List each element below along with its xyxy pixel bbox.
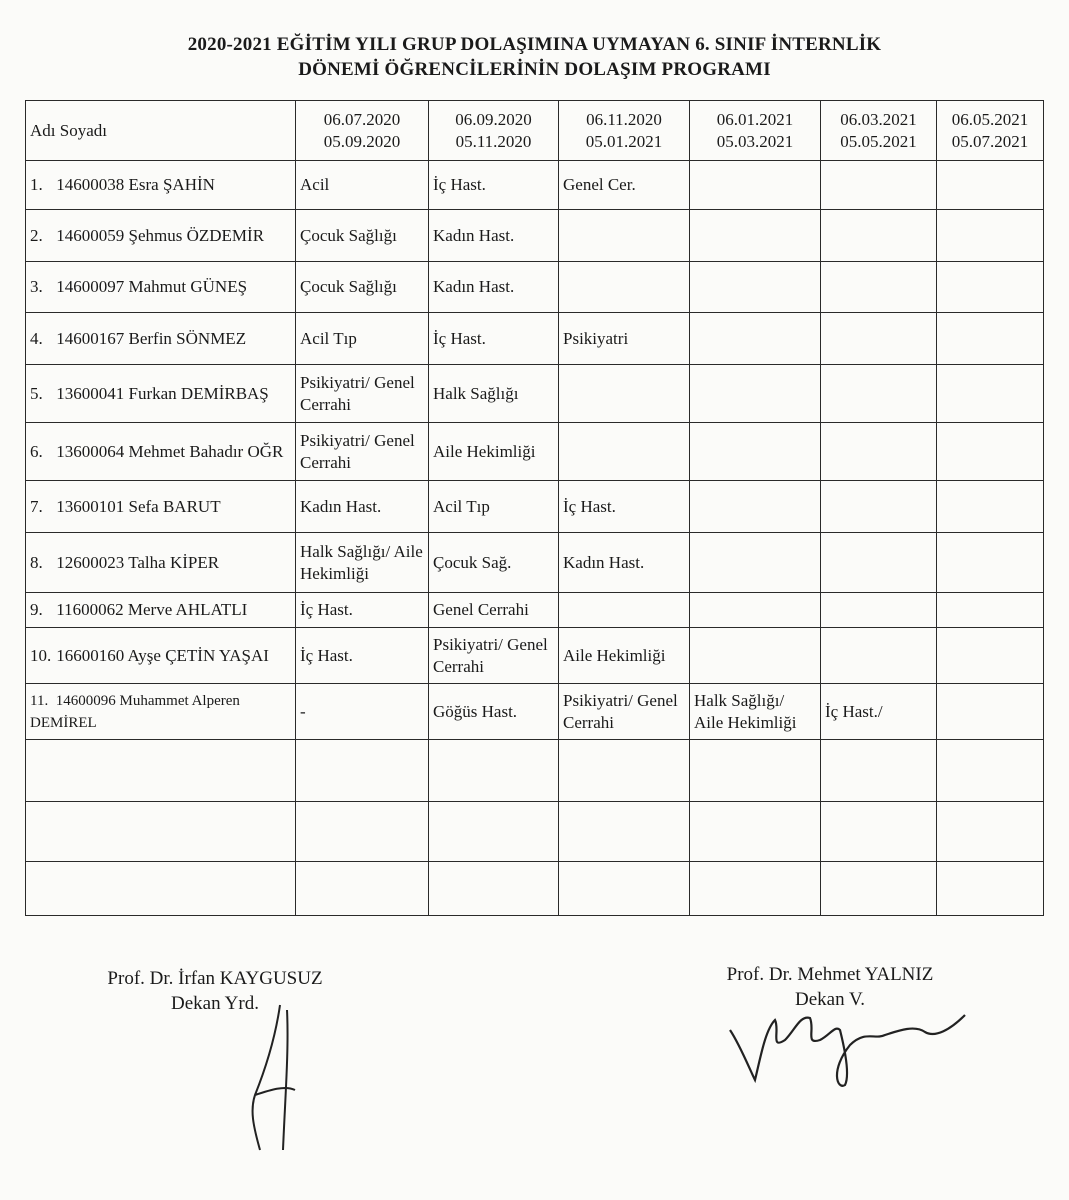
title-line-1: 2020-2021 EĞİTİM YILI GRUP DOLAŞIMINA UYMAYAN 6. SINIF İNTERNLİK bbox=[187, 34, 882, 55]
empty-cell bbox=[296, 802, 429, 862]
rotation-cell bbox=[821, 210, 937, 262]
rotation-cell: İç Hast. bbox=[429, 313, 559, 365]
rotation-cell bbox=[821, 423, 937, 481]
empty-cell bbox=[937, 862, 1044, 916]
signer-role: Dekan Yrd. bbox=[171, 993, 259, 1014]
rotation-cell bbox=[821, 481, 937, 533]
period-header: 06.05.2021 05.07.2021 bbox=[937, 101, 1044, 161]
rotation-cell: Aile Hekimliği bbox=[429, 423, 559, 481]
rotation-cell bbox=[937, 313, 1044, 365]
rotation-cell: Halk Sağlığı bbox=[429, 365, 559, 423]
row-number: 8. bbox=[30, 552, 43, 572]
rotation-cell: Kadın Hast. bbox=[296, 481, 429, 533]
document-title bbox=[0, 32, 1069, 82]
rotation-cell: Acil bbox=[296, 161, 429, 210]
rotation-cell bbox=[690, 533, 821, 593]
signer-name: Prof. Dr. Mehmet YALNIZ bbox=[726, 964, 934, 985]
rotation-cell: - bbox=[296, 684, 429, 740]
rotation-cell bbox=[821, 593, 937, 628]
row-number: 1. bbox=[30, 175, 43, 194]
rotation-cell bbox=[690, 628, 821, 684]
rotation-cell bbox=[559, 423, 690, 481]
student-name: 13600064 Mehmet Bahadır OĞR bbox=[56, 441, 284, 461]
rotation-cell bbox=[821, 161, 937, 210]
table-row bbox=[26, 313, 1044, 365]
student-name: 14600038 Esra ŞAHİN bbox=[56, 175, 215, 194]
rotation-cell: Kadın Hast. bbox=[429, 210, 559, 262]
signer-name: Prof. Dr. İrfan KAYGUSUZ bbox=[107, 968, 323, 989]
rotation-cell bbox=[690, 423, 821, 481]
student-cell bbox=[26, 533, 296, 593]
table-row bbox=[26, 684, 1044, 740]
rotation-cell: Psikiyatri/ Genel Cerrahi bbox=[429, 628, 559, 684]
rotation-cell bbox=[559, 593, 690, 628]
rotation-cell bbox=[821, 262, 937, 313]
rotation-cell: Acil Tıp bbox=[429, 481, 559, 533]
student-name: 14600097 Mahmut GÜNEŞ bbox=[56, 277, 248, 296]
empty-cell bbox=[26, 802, 296, 862]
rotation-cell: İç Hast. bbox=[559, 481, 690, 533]
empty-cell bbox=[429, 862, 559, 916]
rotation-cell: Genel Cer. bbox=[559, 161, 690, 210]
empty-cell bbox=[690, 862, 821, 916]
row-number: 9. bbox=[30, 600, 43, 619]
rotation-cell bbox=[690, 262, 821, 313]
empty-cell bbox=[937, 740, 1044, 802]
rotation-cell bbox=[937, 684, 1044, 740]
rotation-cell: İç Hast. bbox=[429, 161, 559, 210]
rotation-cell bbox=[559, 365, 690, 423]
name-column-header: Adı Soyadı bbox=[26, 101, 296, 161]
rotation-cell: Psikiyatri bbox=[559, 313, 690, 365]
rotation-cell bbox=[937, 533, 1044, 593]
student-cell bbox=[26, 593, 296, 628]
empty-row bbox=[26, 740, 1044, 802]
empty-cell bbox=[559, 740, 690, 802]
row-number: 10. bbox=[30, 645, 52, 665]
rotation-cell bbox=[937, 423, 1044, 481]
rotation-cell: Çocuk Sağlığı bbox=[296, 262, 429, 313]
rotation-cell: Halk Sağlığı/ Aile Hekimliği bbox=[296, 533, 429, 593]
empty-cell bbox=[26, 862, 296, 916]
period-header: 06.01.2021 05.03.2021 bbox=[690, 101, 821, 161]
rotation-cell bbox=[821, 628, 937, 684]
period-header: 06.09.2020 05.11.2020 bbox=[429, 101, 559, 161]
rotation-cell: Çocuk Sağlığı bbox=[296, 210, 429, 262]
row-number: 6. bbox=[30, 441, 43, 461]
table-row bbox=[26, 481, 1044, 533]
handwritten-signature-left bbox=[225, 1000, 315, 1160]
empty-cell bbox=[296, 862, 429, 916]
empty-cell bbox=[821, 740, 937, 802]
rotation-cell: Çocuk Sağ. bbox=[429, 533, 559, 593]
rotation-cell bbox=[690, 210, 821, 262]
empty-cell bbox=[937, 802, 1044, 862]
header-row bbox=[26, 101, 1044, 161]
period-header: 06.07.2020 05.09.2020 bbox=[296, 101, 429, 161]
rotation-cell bbox=[821, 533, 937, 593]
rotation-cell bbox=[690, 365, 821, 423]
rotation-cell: Kadın Hast. bbox=[559, 533, 690, 593]
student-cell bbox=[26, 423, 296, 481]
row-number: 4. bbox=[30, 328, 43, 348]
student-name: 13600041 Furkan DEMİRBAŞ bbox=[56, 383, 269, 403]
rotation-cell: Genel Cerrahi bbox=[429, 593, 559, 628]
rotation-cell: İç Hast. bbox=[296, 593, 429, 628]
student-cell bbox=[26, 262, 296, 313]
empty-cell bbox=[559, 802, 690, 862]
student-cell bbox=[26, 210, 296, 262]
table-row bbox=[26, 628, 1044, 684]
rotation-cell bbox=[690, 593, 821, 628]
rotation-cell: Psikiyatri/ Genel Cerrahi bbox=[296, 423, 429, 481]
empty-cell bbox=[821, 802, 937, 862]
student-name: 14600059 Şehmus ÖZDEMİR bbox=[56, 225, 265, 245]
handwritten-signature-right bbox=[725, 1000, 975, 1095]
student-cell bbox=[26, 313, 296, 365]
row-number: 3. bbox=[30, 277, 43, 296]
row-number: 7. bbox=[30, 496, 43, 516]
rotation-cell bbox=[937, 481, 1044, 533]
student-name: 14600167 Berfin SÖNMEZ bbox=[56, 328, 247, 348]
rotation-cell: Psikiyatri/ Genel Cerrahi bbox=[559, 684, 690, 740]
table-row bbox=[26, 593, 1044, 628]
student-name: 16600160 Ayşe ÇETİN YAŞAI bbox=[56, 645, 269, 665]
rotation-cell bbox=[690, 313, 821, 365]
row-number: 2. bbox=[30, 225, 43, 245]
table-row bbox=[26, 365, 1044, 423]
empty-row bbox=[26, 802, 1044, 862]
rotation-cell: Kadın Hast. bbox=[429, 262, 559, 313]
period-header: 06.03.2021 05.05.2021 bbox=[821, 101, 937, 161]
table-row bbox=[26, 533, 1044, 593]
rotation-cell: Göğüs Hast. bbox=[429, 684, 559, 740]
signer-role: Dekan V. bbox=[794, 989, 866, 1010]
empty-cell bbox=[821, 862, 937, 916]
student-name: 14600096 Muhammet Alperen DEMİREL bbox=[30, 692, 240, 731]
rotation-cell bbox=[821, 365, 937, 423]
empty-cell bbox=[26, 740, 296, 802]
rotation-cell bbox=[690, 161, 821, 210]
table-row bbox=[26, 262, 1044, 313]
rotation-cell bbox=[937, 593, 1044, 628]
student-cell bbox=[26, 481, 296, 533]
rotation-cell bbox=[937, 262, 1044, 313]
student-cell bbox=[26, 684, 296, 740]
rotation-cell: İç Hast. bbox=[296, 628, 429, 684]
empty-cell bbox=[429, 740, 559, 802]
rotation-cell: Aile Hekimliği bbox=[559, 628, 690, 684]
rotation-cell: Acil Tıp bbox=[296, 313, 429, 365]
rotation-cell bbox=[937, 628, 1044, 684]
student-name: 12600023 Talha KİPER bbox=[56, 552, 220, 572]
title-line-2: DÖNEMİ ÖĞRENCİLERİNİN DOLAŞIM PROGRAMI bbox=[298, 59, 771, 80]
rotation-cell: İç Hast./ bbox=[821, 684, 937, 740]
rotation-cell bbox=[937, 365, 1044, 423]
empty-cell bbox=[296, 740, 429, 802]
rotation-table bbox=[25, 100, 1044, 916]
table-row bbox=[26, 423, 1044, 481]
empty-row bbox=[26, 862, 1044, 916]
table-row bbox=[26, 210, 1044, 262]
rotation-cell: Psikiyatri/ Genel Cerrahi bbox=[296, 365, 429, 423]
rotation-cell bbox=[937, 161, 1044, 210]
rotation-cell bbox=[821, 313, 937, 365]
student-name: 13600101 Sefa BARUT bbox=[56, 496, 221, 516]
table-row bbox=[26, 161, 1044, 210]
rotation-cell bbox=[559, 210, 690, 262]
rotation-cell bbox=[559, 262, 690, 313]
empty-cell bbox=[690, 740, 821, 802]
row-number: 11. bbox=[30, 692, 49, 709]
student-cell bbox=[26, 628, 296, 684]
rotation-cell bbox=[690, 481, 821, 533]
empty-cell bbox=[429, 802, 559, 862]
empty-cell bbox=[559, 862, 690, 916]
student-name: 11600062 Merve AHLATLI bbox=[56, 600, 248, 619]
period-header: 06.11.2020 05.01.2021 bbox=[559, 101, 690, 161]
rotation-cell bbox=[937, 210, 1044, 262]
empty-cell bbox=[690, 802, 821, 862]
student-cell bbox=[26, 365, 296, 423]
student-cell bbox=[26, 161, 296, 210]
row-number: 5. bbox=[30, 383, 43, 403]
rotation-cell: Halk Sağlığı/ Aile Hekimliği bbox=[690, 684, 821, 740]
